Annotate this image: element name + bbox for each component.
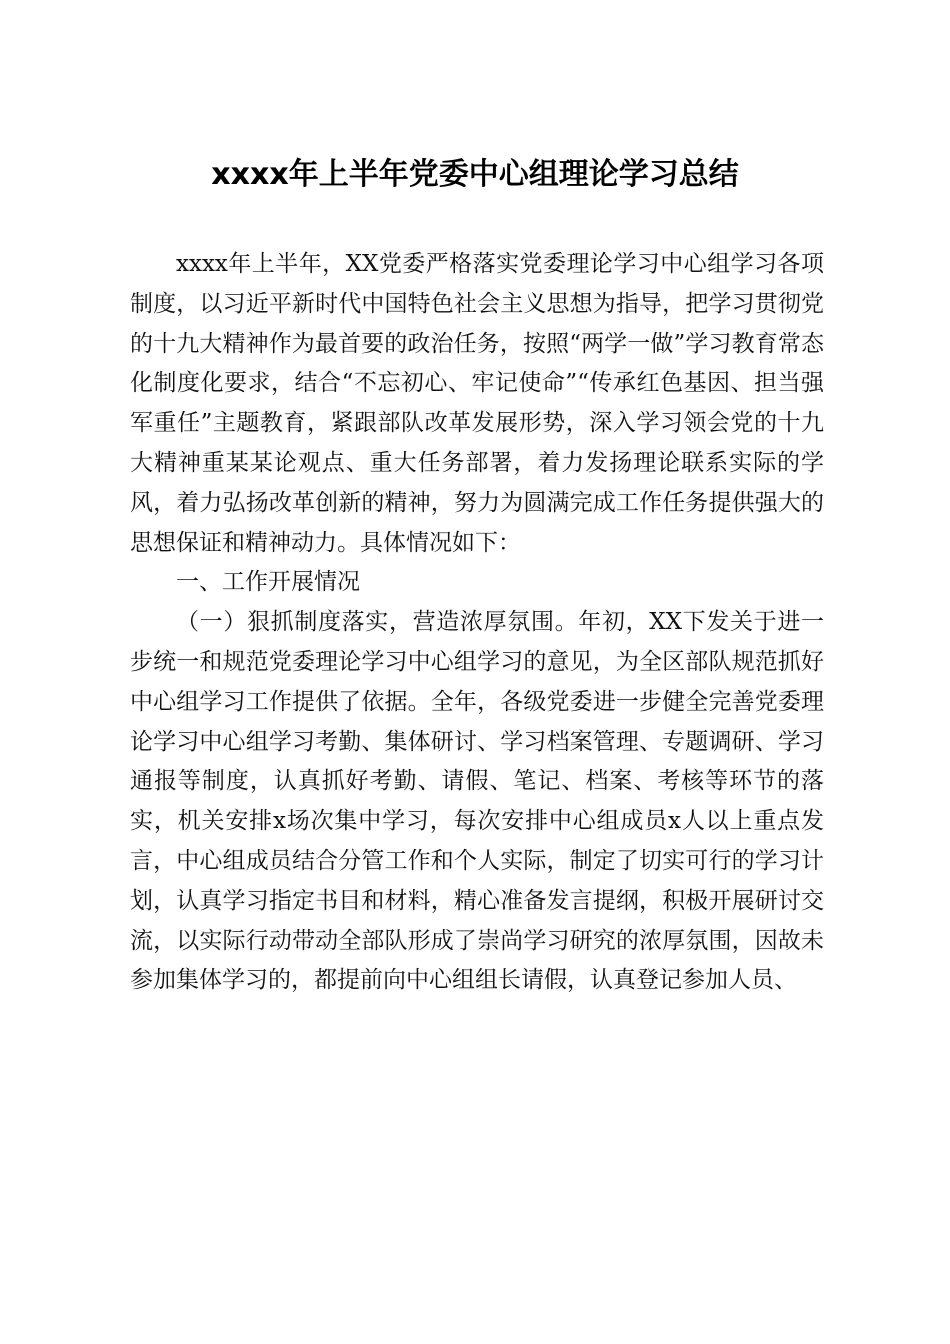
section-heading: 一、工作开展情况 [176, 569, 360, 596]
section-paragraph: （一）狠抓制度落实，营造浓厚氛围。年初，XX下发关于进一步统一和规范党委理论学习中心组学习的意见，为全区部队规范抓好中心组学习工作提供了依据。全年，各级党委进一步健全完善党委理论学习中心组学习考勤、集体研讨、学习档案管理、专题调研、学习通报等制度，认真抓好考勤、请假、笔记、档案、考核等环节的落实，机关安排x场次集中学习，每次安排中心组成员x人以上重点发言，中心组成员结合分管工作和个人实际，制定了切实可行的学习计划，认真学习指定书目和材料，精心准备发言提纲，积极开展研讨交流，以实际行动带动全部队形成了崇尚学习研究的浓厚氛围，因故未参加集体学习的，都提前向中心组组长请假，认真登记参加人员、 [130, 609, 824, 994]
intro-paragraph: xxxx年上半年，XX党委严格落实党委理论学习中心组学习各项制度，以习近平新时代中国特色社会主义思想为指导，把学习贯彻党的十九大精神作为最首要的政治任务，按照“两学一做”学习教育常态化制度化要求，结合“不忘初心、牢记使命”“传承红色基因、担当强军重任”主题教育，紧跟部队改革发展形势，深入学习领会党的十九大精神重某某论观点、重大任务部署，着力发扬理论联系实际的学风，着力弘扬改革创新的精神，努力为圆满完成工作任务提供强大的思想保证和精神动力。具体情况如下： [130, 251, 824, 556]
document-body [130, 245, 824, 1001]
document-title: xxxx年上半年党委中心组理论学习总结 [211, 157, 739, 192]
